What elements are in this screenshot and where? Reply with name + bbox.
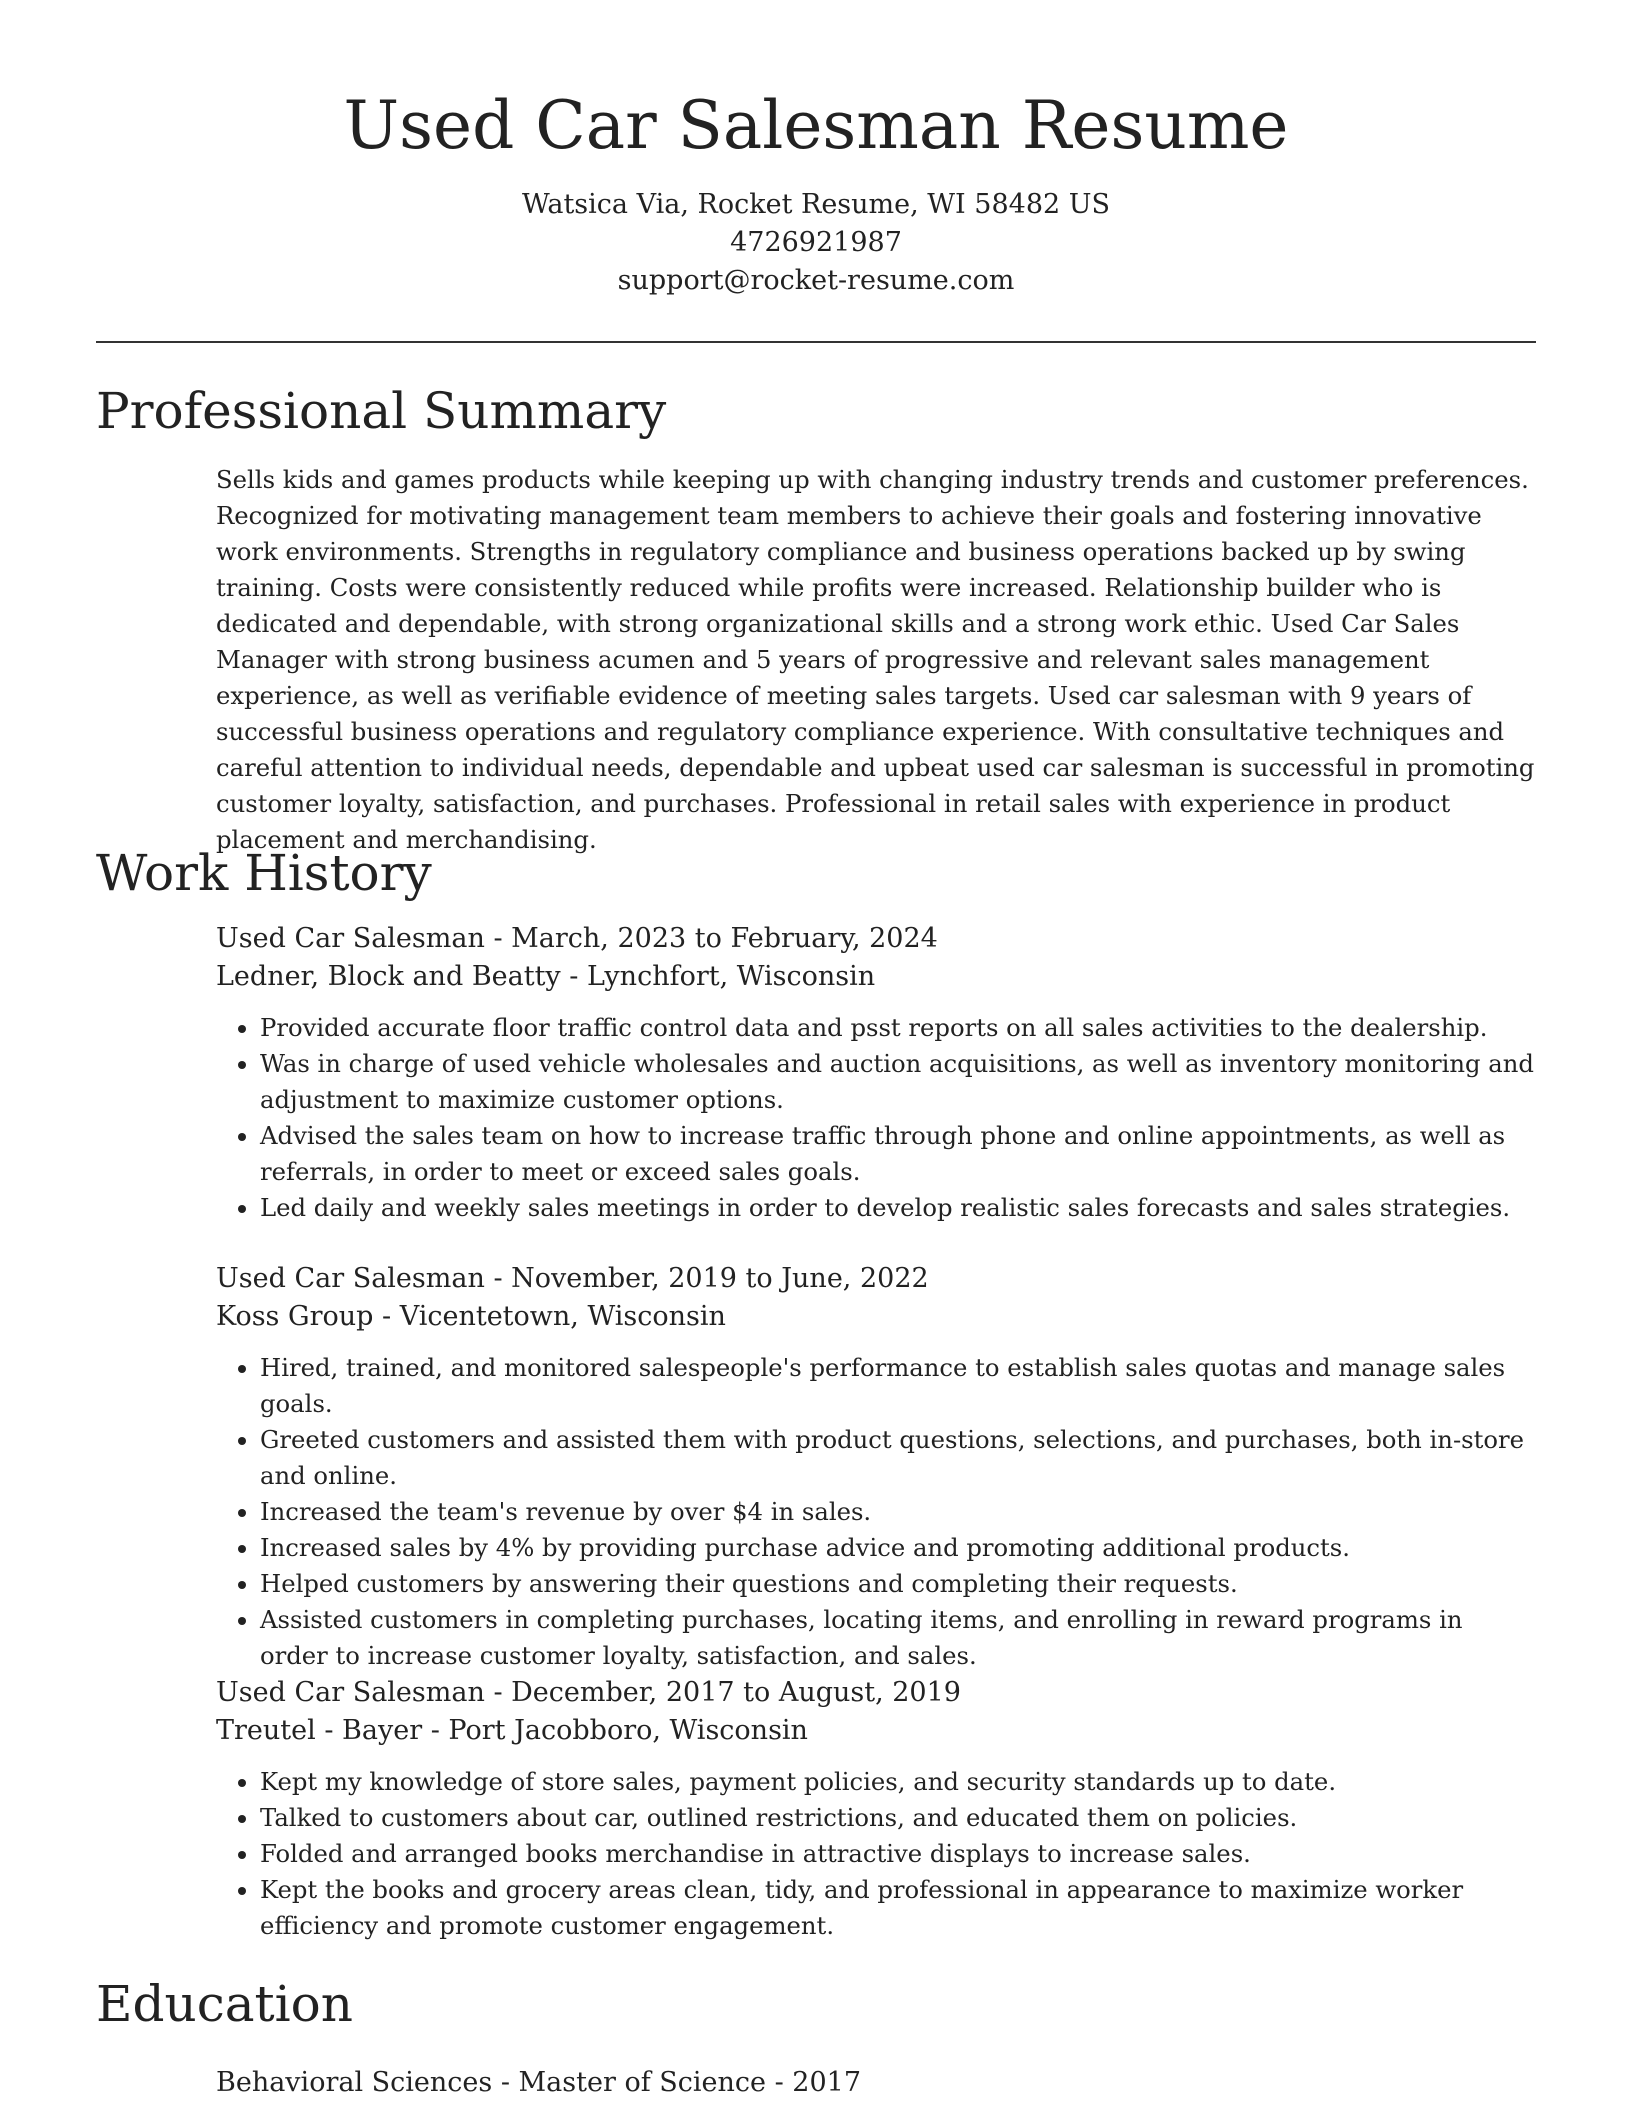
education-degree: - Master of Science - 2017 (492, 2067, 862, 2098)
job-company: Koss Group (216, 1301, 374, 1332)
job-role: Used Car Salesman (216, 1263, 485, 1294)
list-item: • Provided accurate floor traffic control data and psst reports on all sales activities to the dealership. (260, 1010, 1538, 1046)
list-item: • Advised the sales team on how to increase traffic through phone and online appointments, as well as referrals, in order to meet or exceed sales goals. (260, 1118, 1538, 1190)
contact-email: support@rocket-resume.com (617, 265, 1015, 296)
section-title-education: Education (96, 1975, 353, 2033)
job-entry (216, 1674, 1538, 1944)
job-title-line (216, 920, 1538, 958)
job-location: - Port Jacobboro, Wisconsin (422, 1715, 808, 1746)
job-entry (216, 920, 1538, 1226)
job-dates: - November, 2019 to June, 2022 (484, 1263, 929, 1294)
list-item: • Folded and arranged books merchandise in attractive displays to increase sales. (260, 1836, 1538, 1872)
list-item: • Helped customers by answering their questions and completing their requests. (260, 1566, 1538, 1602)
job-bullets (216, 1010, 1538, 1226)
contact-address: Watsica Via, Rocket Resume, WI 58482 US (521, 189, 1111, 220)
header-divider (96, 341, 1536, 343)
list-item: • Greeted customers and assisted them with product questions, selections, and purchases, both in-store and online. (260, 1422, 1538, 1494)
job-company-line (216, 1712, 1538, 1750)
job-bullets (216, 1350, 1538, 1674)
list-item: • Was in charge of used vehicle wholesales and auction acquisitions, as well as inventory monitoring and adjustment to maximize customer options. (260, 1046, 1538, 1118)
list-item: • Led daily and weekly sales meetings in order to develop realistic sales forecasts and sales strategies. (260, 1190, 1538, 1226)
job-company-line (216, 1298, 1538, 1336)
education-entry (216, 2064, 861, 2102)
job-dates: - December, 2017 to August, 2019 (484, 1677, 961, 1708)
job-entry (216, 1260, 1538, 1674)
job-dates: - March, 2023 to February, 2024 (484, 923, 938, 954)
contact-block (0, 186, 1632, 300)
job-company-line (216, 958, 1538, 996)
list-item: • Assisted customers in completing purchases, locating items, and enrolling in reward programs in order to increase customer loyalty, satisfaction, and sales. (260, 1602, 1538, 1674)
resume-header (0, 0, 1632, 300)
education-field: Behavioral Sciences (216, 2067, 493, 2098)
job-location: - Lynchfort, Wisconsin (560, 961, 876, 992)
job-role: Used Car Salesman (216, 1677, 485, 1708)
contact-phone: 4726921987 (730, 227, 902, 258)
section-title-work: Work History (96, 844, 432, 902)
list-item: • Hired, trained, and monitored salespeople's performance to establish sales quotas and manage sales goals. (260, 1350, 1538, 1422)
job-location: - Vicentetown, Wisconsin (373, 1301, 726, 1332)
list-item: • Kept the books and grocery areas clean, tidy, and professional in appearance to maximize worker efficiency and promote customer engagement. (260, 1872, 1538, 1944)
list-item: • Kept my knowledge of store sales, payment policies, and security standards up to date. (260, 1764, 1538, 1800)
list-item: • Increased sales by 4% by providing purchase advice and promoting additional products. (260, 1530, 1538, 1566)
list-item: • Increased the team's revenue by over $4 in sales. (260, 1494, 1538, 1530)
job-role: Used Car Salesman (216, 923, 485, 954)
job-title-line (216, 1674, 1538, 1712)
summary-text: Sells kids and games products while keeping up with changing industry trends and customer preferences. Recognized for motivating management team members to achieve their goals and fostering innovative work environments. Strengths in regulatory compliance and business operations backed up by swing training. Costs were consistently reduced while profits were increased. Relationship builder who is dedicated and dependable, with strong organizational skills and a strong work ethic. Used Car Sales Manager with strong business acumen and 5 years of progressive and relevant sales management experience, as well as verifiable evidence of meeting sales targets. Used car salesman with 9 years of successful business operations and regulatory compliance experience. With consultative techniques and careful attention to individual needs, dependable and upbeat used car salesman is successful in promoting customer loyalty, satisfaction, and purchases. Professional in retail sales with experience in product placement and merchandising. (216, 465, 1535, 854)
job-bullets (216, 1764, 1538, 1944)
job-company: Ledner, Block and Beatty (216, 961, 561, 992)
list-item: • Talked to customers about car, outlined restrictions, and educated them on policies. (260, 1800, 1538, 1836)
resume-title: Used Car Salesman Resume (343, 87, 1289, 164)
job-title-line (216, 1260, 1538, 1298)
job-company: Treutel - Bayer (216, 1715, 423, 1746)
section-title-summary: Professional Summary (96, 382, 667, 440)
